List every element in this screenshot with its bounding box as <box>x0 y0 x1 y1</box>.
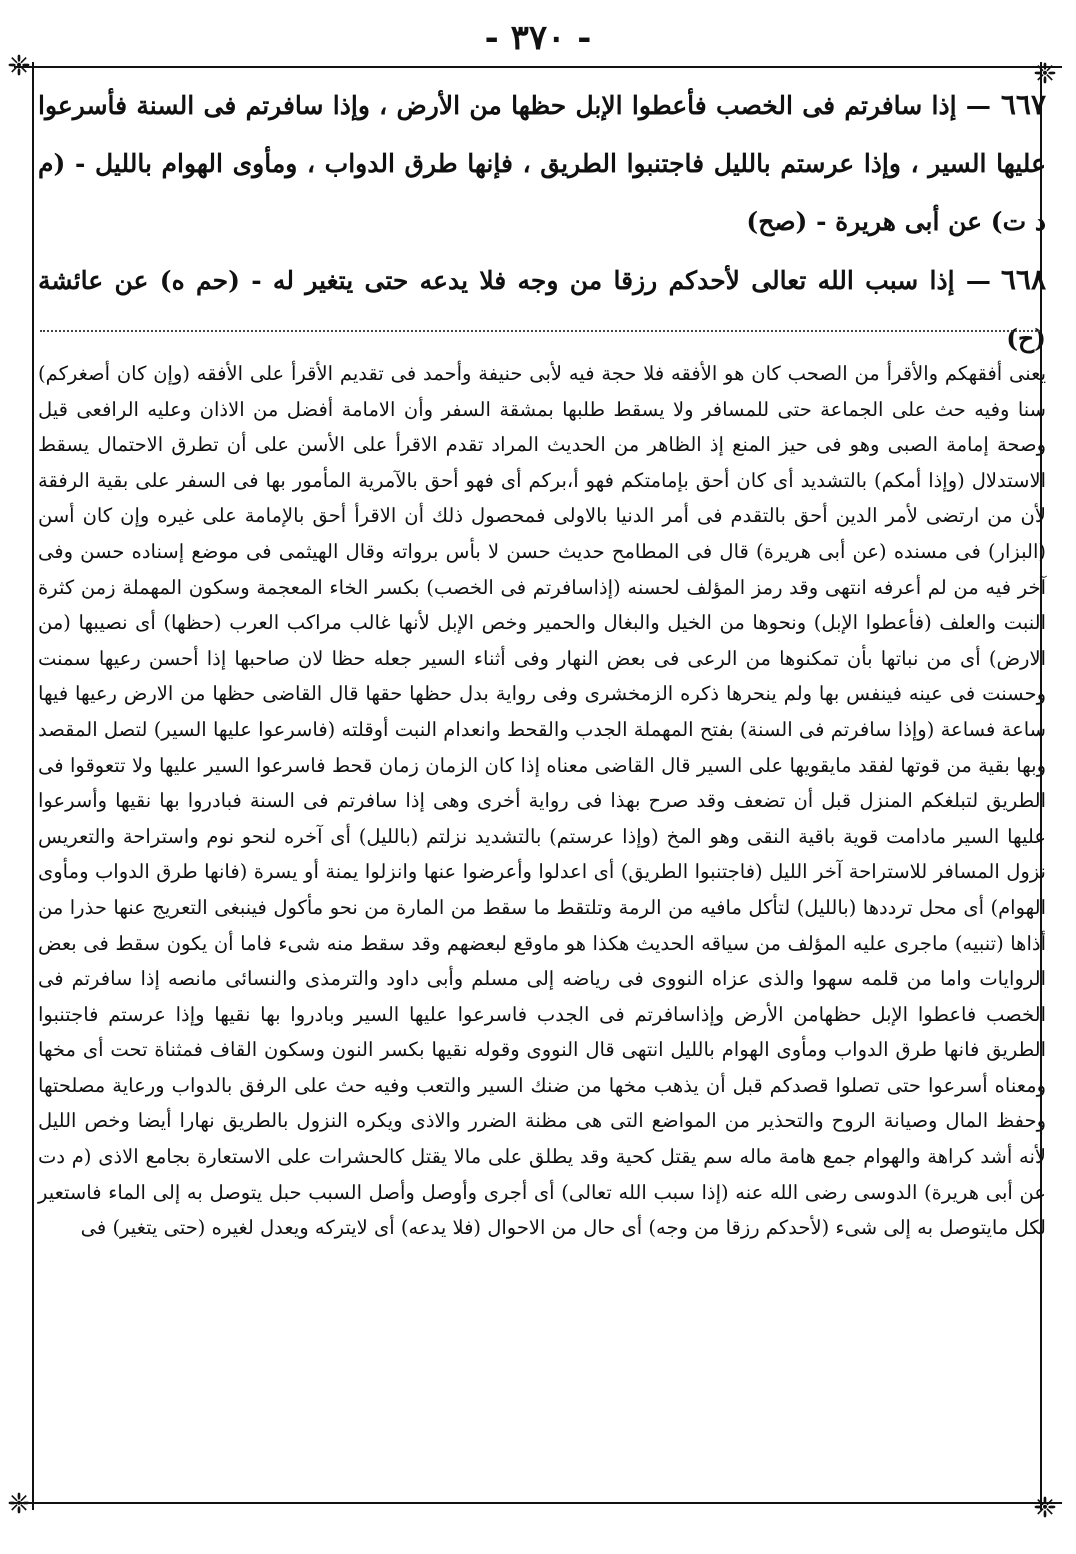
frame-left-border <box>32 62 34 1510</box>
hadith-entry <box>38 76 1046 251</box>
hadith-number: ٦٦٨ <box>1000 263 1046 296</box>
commentary-text: يعنى أفقهكم والأقرأ من الصحب كان هو الأفقه فلا حجة فيه لأبى حنيفة وأحمد فى تقديم الأقرأ على الأفقه (وإن كان أصغركم) سنا وفيه حث على الجماعة حتى للمسافر ولا يسقط طلبها بمشقة السفر وأن الامامة أفضل من الاذان وعليه الرافعى قيل وصحة إمامة الصبى وهو فى حيز المنع إذ الظاهر من الحديث المراد تقدم الاقرأ على الأسن على أن تطرق الاحتمال يسقط الاستدلال (وإذا أمكم) بالتشديد أى كان أحق بإمامتكم فهو أ،بركم أى فهو أحق بالآمرية المأمور بها فى السفر على بقية الرفقة لأن من ارتضى لأمر الدين أحق بالتقدم فى أمر الدنيا بالاولى فمحصول ذلك أن الاقرأ أحق بالإمامة على غيره وإن كان أسن (البزار) فى مسنده (عن أبى هريرة) قال فى المطامح حديث حسن لا بأس برواته وقال الهيثمى فى موضع إسناده حسن وفى آخر فيه من لم أعرفه انتهى وقد رمز المؤلف لحسنه (إذاسافرتم فى الخصب) بكسر الخاء المعجمة وسكون المهملة زمن كثرة النبت والعلف (فأعطوا الإبل) ونحوها من الخيل والبغال والحمير وخص الإبل لأنها غالب مراكب العرب (حظها) أى نصيبها (من الارض) أى من نباتها بأن تمكنوها من الرعى فى بعض النهار وفى أثناء السير جعله حظا لان صاحبها إذا أحسن رعيها سمنت وحسنت فى عينه فينفس بها ولم ينحرها ذكره الزمخشرى وفى رواية بدل حظها حقها قال القاضى حظها من الارض رعيها فيها ساعة فساعة (وإذا سافرتم فى السنة) بفتح المهملة الجدب والقحط وانعدام النبت أوقلته (فاسرعوا عليها السير) لتصل المقصد وبها بقية من قوتها لفقد مايقويها على السير قال القاضى معناه إذا كان الزمان زمان قحط فاسرعوا السير عليها ولا تتعوقوا فى الطريق لتبلغكم المنزل قبل أن تضعف وقد صرح بهذا فى رواية أخرى وهى إذا سافرتم فى السنة فبادروا بها نقيها وأسرعوا عليها السير مادامت قوية باقية النقى وهو المخ (وإذا عرستم) بالتشديد نزلتم (بالليل) أى آخره لنحو نوم واستراحة والتعريس نزول المسافر للاستراحة آخر الليل (فاجتنبوا الطريق) أى اعدلوا وأعرضوا عنها وانزلوا يمنة أو يسرة (فانها طرق الدواب ومأوى الهوام) أى محل ترددها (بالليل) لتأكل مافيه من الرمة وتلتقط ما سقط من المارة من نحو مأكول فينبغى التعريج عنها حذرا من أذاها (تنبيه) ماجرى عليه المؤلف من سياقه الحديث هكذا هو ماوقع لبعضهم وقد سقط منه شىء فاما أن يكون سقط فى بعض الروايات واما من قلمه سهوا والذى عزاه النووى فى رياضه إلى مسلم وأبى داود والترمذى والنسائى مانصه إذا سافرتم فى الخصب فاعطوا الإبل حظهامن الأرض وإذاسافرتم فى الجدب فاسرعوا عليها السير وبادروا بها نقيها وإذا عرستم فاجتنبوا الطريق فانها طرق الدواب ومأوى الهوام بالليل انتهى قال النووى وقوله نقيها بكسر النون وسكون القاف فمثناة تحت أى مخها ومعناه أسرعوا حتى تصلوا قصدكم قبل أن يذهب مخها من ضنك السير والتعب وفيه حث على الرفق بالدواب ورعاية مصلحتها وحفظ المال وصيانة الروح والتحذير من المواضع التى هى مظنة الضرر والاذى ويكره النزول بالطريق نهارا أيضا وخص الليل لأنه أشد كراهة والهوام جمع هامة ماله سم يقتل كحية وقد يطلق على مالا يقتل كالحشرات على الاستعارة بجامع الاذى (م دت عن أبى هريرة) الدوسى رضى الله عنه (إذا سبب الله تعالى) أى أجرى وأوصل وأصل السبب حبل يتوصل به إلى الماء فاستعير لكل مايتوصل به إلى شىء (لأحدكم رزقا من وجه) أى حال من الاحوال (فلا يدعه) أى لايتركه ويعدل لغيره (حتى يتغير) فى <box>38 362 1046 1240</box>
frame-top-border <box>14 66 1062 68</box>
hadith-text: — إذا سافرتم فى الخصب فأعطوا الإبل حظها من الأرض ، وإذا سافرتم فى السنة فأسرعوا عليها السير ، وإذا عرستم بالليل فاجتنبوا الطريق ، فإنها طرق الدواب ، ومأوى الهوام بالليل - (م د ت) عن أبى هريرة - (صح) <box>38 91 1046 236</box>
hadith-number: ٦٦٧ <box>1000 88 1046 121</box>
frame-bottom-border <box>14 1502 1062 1504</box>
hadith-section <box>38 76 1046 368</box>
corner-ornament-icon: ❈ <box>7 1487 31 1520</box>
page-number: - ٣٧٠ - <box>484 18 592 58</box>
corner-ornament-icon: ❈ <box>7 49 31 82</box>
hadith-text: — إذا سبب الله تعالى لأحدكم رزقا من وجه فلا يدعه حتى يتغير له - (حم ه) عن عائشة (ح) <box>38 266 1046 353</box>
hadith-entry <box>38 251 1046 368</box>
dotted-separator <box>40 330 1040 332</box>
commentary-section <box>38 356 1046 1246</box>
corner-ornament-icon: ❈ <box>1033 57 1057 90</box>
corner-ornament-icon: ❈ <box>1033 1491 1057 1524</box>
